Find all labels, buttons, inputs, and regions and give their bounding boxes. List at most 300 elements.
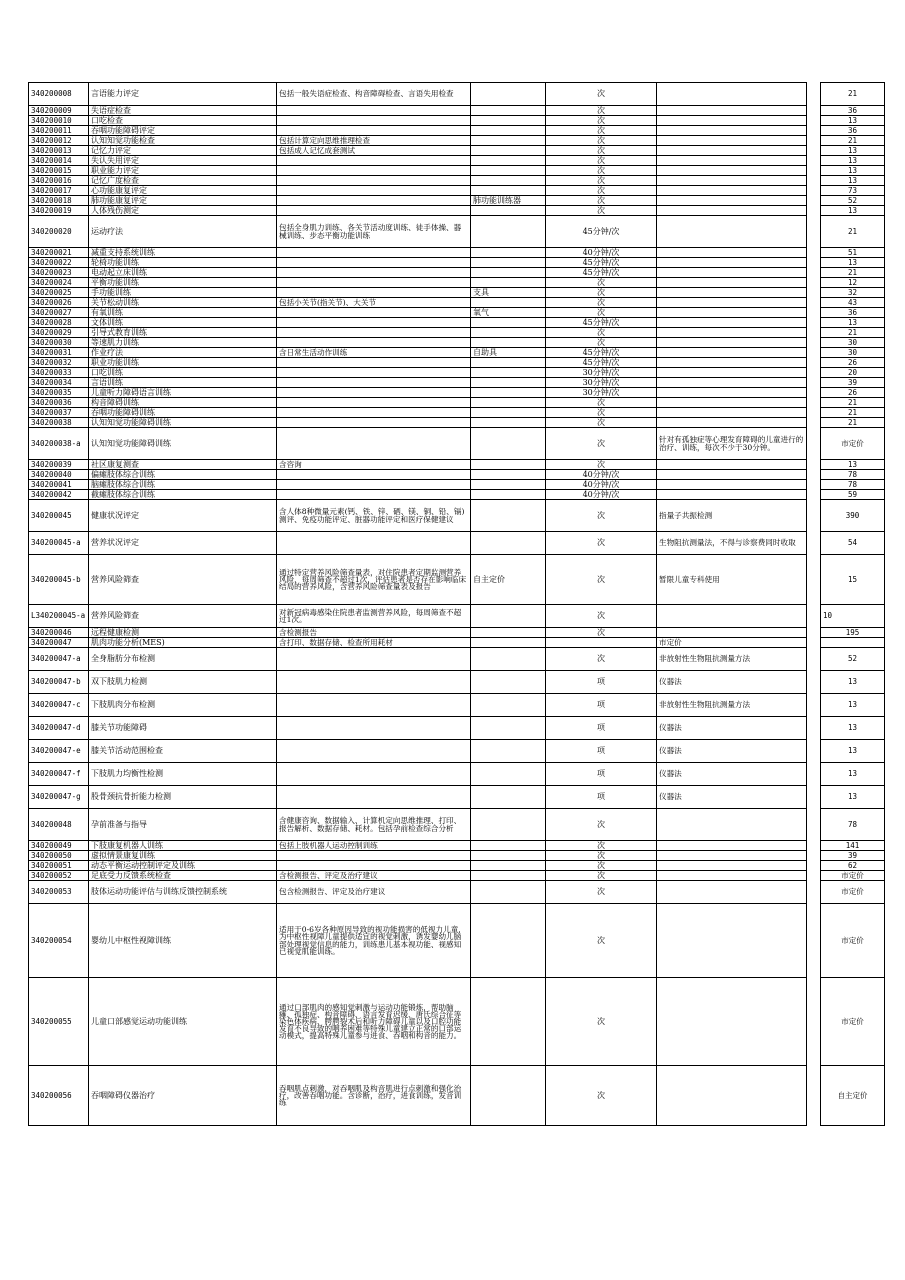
item-content-cell xyxy=(277,268,471,278)
price-cell: 13 xyxy=(821,671,885,694)
spacer-cell xyxy=(807,480,821,490)
item-name-cell: 认知知觉功能障碍训练 xyxy=(89,428,277,460)
price-cell: 73 xyxy=(821,186,885,196)
excluded-items-cell xyxy=(471,106,546,116)
item-code-cell: 340200054 xyxy=(29,904,89,978)
spacer-cell xyxy=(807,763,821,786)
price-cell: 52 xyxy=(821,196,885,206)
item-content-cell xyxy=(277,358,471,368)
item-content-cell xyxy=(277,694,471,717)
table-row xyxy=(29,106,885,116)
pricing-unit-cell: 次 xyxy=(546,298,657,308)
item-note-cell xyxy=(657,196,807,206)
price-cell: 13 xyxy=(821,717,885,740)
item-content-cell xyxy=(277,763,471,786)
table-row xyxy=(29,308,885,318)
item-name-cell: 失语症检查 xyxy=(89,106,277,116)
item-note-cell: 非放射性生物阻抗测量方法 xyxy=(657,694,807,717)
item-content-cell: 包括计算定向思维推理检查 xyxy=(277,136,471,146)
item-name-cell: 人体残伤测定 xyxy=(89,206,277,216)
table-row xyxy=(29,258,885,268)
item-content-cell xyxy=(277,470,471,480)
price-cell: 20 xyxy=(821,368,885,378)
item-note-cell xyxy=(657,116,807,126)
item-note-cell: 市定价 xyxy=(657,638,807,648)
pricing-unit-cell: 30分钟/次 xyxy=(546,368,657,378)
item-content-cell: 包含检测报告、评定及治疗建议 xyxy=(277,881,471,904)
table-row xyxy=(29,248,885,258)
item-name-cell: 孕前准备与指导 xyxy=(89,809,277,841)
price-cell: 51 xyxy=(821,248,885,258)
item-code-cell: 340200050 xyxy=(29,851,89,861)
item-code-cell: 340200047 xyxy=(29,638,89,648)
excluded-items-cell xyxy=(471,671,546,694)
spacer-cell xyxy=(807,694,821,717)
pricing-unit-cell: 40分钟/次 xyxy=(546,480,657,490)
pricing-unit-cell: 次 xyxy=(546,871,657,881)
item-code-cell: 340200040 xyxy=(29,470,89,480)
item-content-cell xyxy=(277,156,471,166)
pricing-unit-cell: 次 xyxy=(546,176,657,186)
price-cell: 市定价 xyxy=(821,904,885,978)
item-note-cell xyxy=(657,348,807,358)
excluded-items-cell xyxy=(471,116,546,126)
excluded-items-cell xyxy=(471,418,546,428)
item-code-cell: 340200036 xyxy=(29,398,89,408)
price-cell: 13 xyxy=(821,146,885,156)
item-content-cell xyxy=(277,418,471,428)
spacer-cell xyxy=(807,809,821,841)
spacer-cell xyxy=(807,555,821,605)
table-row xyxy=(29,1066,885,1126)
price-cell: 54 xyxy=(821,532,885,555)
item-note-cell xyxy=(657,358,807,368)
table-row xyxy=(29,176,885,186)
item-code-cell: 340200052 xyxy=(29,871,89,881)
item-note-cell xyxy=(657,881,807,904)
excluded-items-cell: 氧气 xyxy=(471,308,546,318)
item-note-cell xyxy=(657,83,807,106)
item-name-cell: 肺功能康复评定 xyxy=(89,196,277,206)
pricing-unit-cell: 次 xyxy=(546,328,657,338)
pricing-unit-cell: 次 xyxy=(546,398,657,408)
item-note-cell xyxy=(657,328,807,338)
table-row xyxy=(29,851,885,861)
item-content-cell: 含健康咨询、数据输入、计算机定向思维推理、打印、报告解析、数据存储、耗材。包括孕前检查综合分析 xyxy=(277,809,471,841)
price-cell: 21 xyxy=(821,398,885,408)
excluded-items-cell: 自助具 xyxy=(471,348,546,358)
price-cell: 59 xyxy=(821,490,885,500)
item-code-cell: 340200047-a xyxy=(29,648,89,671)
item-code-cell: 340200045-a xyxy=(29,532,89,555)
item-name-cell: 足底受力反馈系统检查 xyxy=(89,871,277,881)
pricing-unit-cell: 次 xyxy=(546,196,657,206)
price-cell: 13 xyxy=(821,740,885,763)
item-content-cell xyxy=(277,851,471,861)
spacer-cell xyxy=(807,358,821,368)
item-code-cell: 340200038-a xyxy=(29,428,89,460)
price-cell: 13 xyxy=(821,318,885,328)
item-name-cell: 健康状况评定 xyxy=(89,500,277,532)
item-code-cell: 340200047-g xyxy=(29,786,89,809)
table-row xyxy=(29,605,885,628)
pricing-unit-cell: 次 xyxy=(546,628,657,638)
item-code-cell: 340200039 xyxy=(29,460,89,470)
item-code-cell: 340200045-b xyxy=(29,555,89,605)
item-content-cell: 吞咽肌点刺激，对吞咽肌及构音肌进行点刺激和强化治疗，改善吞咽功能。含诊断，治疗，进食训练，发音训练 xyxy=(277,1066,471,1126)
item-content-cell: 含日常生活动作训练 xyxy=(277,348,471,358)
item-note-cell xyxy=(657,298,807,308)
item-code-cell: 340200008 xyxy=(29,83,89,106)
pricing-unit-cell xyxy=(546,638,657,648)
item-note-cell xyxy=(657,861,807,871)
spacer-cell xyxy=(807,851,821,861)
table-row xyxy=(29,328,885,338)
fee-schedule-table xyxy=(28,82,885,1126)
table-row xyxy=(29,418,885,428)
spacer-cell xyxy=(807,470,821,480)
excluded-items-cell xyxy=(471,470,546,480)
item-content-cell: 包括一般失语症检查、构音障碍检查、言语失用检查 xyxy=(277,83,471,106)
spacer-cell xyxy=(807,904,821,978)
excluded-items-cell xyxy=(471,176,546,186)
price-cell: 13 xyxy=(821,176,885,186)
item-content-cell: 包括上肢机器人运动控制训练 xyxy=(277,841,471,851)
excluded-items-cell xyxy=(471,328,546,338)
spacer-cell xyxy=(807,1066,821,1126)
item-note-cell xyxy=(657,841,807,851)
item-code-cell: 340200018 xyxy=(29,196,89,206)
price-cell: 78 xyxy=(821,809,885,841)
price-cell: 市定价 xyxy=(821,428,885,460)
excluded-items-cell xyxy=(471,500,546,532)
spacer-cell xyxy=(807,978,821,1066)
pricing-unit-cell: 30分钟/次 xyxy=(546,378,657,388)
spacer-cell xyxy=(807,500,821,532)
excluded-items-cell xyxy=(471,156,546,166)
table-row xyxy=(29,216,885,248)
pricing-unit-cell: 45分钟/次 xyxy=(546,348,657,358)
table-row xyxy=(29,871,885,881)
excluded-items-cell xyxy=(471,1066,546,1126)
pricing-unit-cell: 次 xyxy=(546,288,657,298)
item-content-cell xyxy=(277,717,471,740)
item-code-cell: 340200027 xyxy=(29,308,89,318)
price-cell: 30 xyxy=(821,338,885,348)
price-cell: 13 xyxy=(821,156,885,166)
item-note-cell xyxy=(657,146,807,156)
item-note-cell xyxy=(657,308,807,318)
item-name-cell: 言语能力评定 xyxy=(89,83,277,106)
item-name-cell: 轮椅功能训练 xyxy=(89,258,277,268)
item-content-cell: 包括小关节(指关节)、大关节 xyxy=(277,298,471,308)
table-row xyxy=(29,146,885,156)
item-note-cell: 仪器法 xyxy=(657,786,807,809)
item-note-cell: 生物阻抗测量法，不得与诊察费同时收取 xyxy=(657,532,807,555)
excluded-items-cell xyxy=(471,278,546,288)
excluded-items-cell xyxy=(471,605,546,628)
price-cell: 13 xyxy=(821,786,885,809)
pricing-unit-cell: 次 xyxy=(546,308,657,318)
table-row xyxy=(29,116,885,126)
pricing-unit-cell: 项 xyxy=(546,763,657,786)
excluded-items-cell xyxy=(471,146,546,156)
item-note-cell xyxy=(657,186,807,196)
item-code-cell: 340200021 xyxy=(29,248,89,258)
item-content-cell xyxy=(277,786,471,809)
spacer-cell xyxy=(807,146,821,156)
item-name-cell: 失认失用评定 xyxy=(89,156,277,166)
excluded-items-cell xyxy=(471,136,546,146)
pricing-unit-cell: 次 xyxy=(546,166,657,176)
item-note-cell xyxy=(657,126,807,136)
price-cell: 21 xyxy=(821,408,885,418)
excluded-items-cell xyxy=(471,717,546,740)
item-note-cell: 仪器法 xyxy=(657,717,807,740)
item-name-cell: 认知知觉功能障碍训练 xyxy=(89,418,277,428)
item-note-cell xyxy=(657,388,807,398)
item-content-cell: 包括成人记忆成套测试 xyxy=(277,146,471,156)
table-row xyxy=(29,288,885,298)
spacer-cell xyxy=(807,861,821,871)
pricing-unit-cell: 次 xyxy=(546,1066,657,1126)
table-row xyxy=(29,83,885,106)
spacer-cell xyxy=(807,428,821,460)
item-name-cell: 认知知觉功能检查 xyxy=(89,136,277,146)
spacer-cell xyxy=(807,378,821,388)
price-cell: 390 xyxy=(821,500,885,532)
price-cell: 市定价 xyxy=(821,871,885,881)
pricing-unit-cell: 次 xyxy=(546,156,657,166)
price-cell: 195 xyxy=(821,628,885,638)
excluded-items-cell xyxy=(471,480,546,490)
spacer-cell xyxy=(807,638,821,648)
item-content-cell xyxy=(277,328,471,338)
price-cell: 21 xyxy=(821,268,885,278)
table-row xyxy=(29,186,885,196)
pricing-unit-cell: 项 xyxy=(546,740,657,763)
item-code-cell: 340200035 xyxy=(29,388,89,398)
item-content-cell xyxy=(277,480,471,490)
spacer-cell xyxy=(807,278,821,288)
table-row xyxy=(29,298,885,308)
spacer-cell xyxy=(807,318,821,328)
item-name-cell: 有氧训练 xyxy=(89,308,277,318)
price-cell: 141 xyxy=(821,841,885,851)
pricing-unit-cell: 次 xyxy=(546,978,657,1066)
item-note-cell xyxy=(657,368,807,378)
excluded-items-cell xyxy=(471,398,546,408)
spacer-cell xyxy=(807,328,821,338)
excluded-items-cell xyxy=(471,871,546,881)
spacer-cell xyxy=(807,248,821,258)
item-code-cell: 340200031 xyxy=(29,348,89,358)
item-code-cell: 340200030 xyxy=(29,338,89,348)
spacer-cell xyxy=(807,258,821,268)
spacer-cell xyxy=(807,388,821,398)
pricing-unit-cell: 项 xyxy=(546,717,657,740)
item-name-cell: 职业功能训练 xyxy=(89,358,277,368)
spacer-cell xyxy=(807,126,821,136)
spacer-cell xyxy=(807,871,821,881)
pricing-unit-cell: 次 xyxy=(546,146,657,156)
pricing-unit-cell: 40分钟/次 xyxy=(546,490,657,500)
price-cell: 26 xyxy=(821,358,885,368)
price-cell: 21 xyxy=(821,328,885,338)
item-name-cell: 下肢肌力均衡性检测 xyxy=(89,763,277,786)
item-name-cell: 脑瘫肢体综合训练 xyxy=(89,480,277,490)
item-content-cell xyxy=(277,388,471,398)
item-content-cell xyxy=(277,258,471,268)
item-note-cell xyxy=(657,216,807,248)
spacer-cell xyxy=(807,196,821,206)
pricing-unit-cell: 次 xyxy=(546,881,657,904)
pricing-unit-cell: 次 xyxy=(546,408,657,418)
pricing-unit-cell: 次 xyxy=(546,460,657,470)
item-note-cell xyxy=(657,268,807,278)
item-content-cell xyxy=(277,186,471,196)
excluded-items-cell xyxy=(471,126,546,136)
spacer-cell xyxy=(807,216,821,248)
pricing-unit-cell: 次 xyxy=(546,500,657,532)
table-row xyxy=(29,648,885,671)
table-row xyxy=(29,126,885,136)
fee-schedule-sheet xyxy=(28,82,885,1126)
item-name-cell: 虚拟情景康复训练 xyxy=(89,851,277,861)
item-note-cell xyxy=(657,851,807,861)
pricing-unit-cell: 30分钟/次 xyxy=(546,388,657,398)
excluded-items-cell xyxy=(471,638,546,648)
table-row xyxy=(29,717,885,740)
spacer-cell xyxy=(807,106,821,116)
item-name-cell: 儿童听力障碍语言训练 xyxy=(89,388,277,398)
item-note-cell xyxy=(657,904,807,978)
item-note-cell xyxy=(657,470,807,480)
item-note-cell xyxy=(657,248,807,258)
excluded-items-cell xyxy=(471,258,546,268)
item-note-cell xyxy=(657,460,807,470)
price-cell: 43 xyxy=(821,298,885,308)
item-code-cell: 340200045 xyxy=(29,500,89,532)
excluded-items-cell xyxy=(471,268,546,278)
item-code-cell: 340200047-b xyxy=(29,671,89,694)
price-cell: 13 xyxy=(821,763,885,786)
item-note-cell: 非放射性生物阻抗测量方法 xyxy=(657,648,807,671)
item-content-cell xyxy=(277,278,471,288)
item-name-cell: 双下肢肌力检测 xyxy=(89,671,277,694)
pricing-unit-cell: 次 xyxy=(546,278,657,288)
excluded-items-cell xyxy=(471,83,546,106)
item-code-cell: 340200053 xyxy=(29,881,89,904)
item-content-cell xyxy=(277,126,471,136)
pricing-unit-cell: 次 xyxy=(546,136,657,146)
item-content-cell xyxy=(277,648,471,671)
item-name-cell: 关节松动训练 xyxy=(89,298,277,308)
price-cell: 12 xyxy=(821,278,885,288)
price-cell: 62 xyxy=(821,861,885,871)
item-code-cell: 340200009 xyxy=(29,106,89,116)
item-name-cell: 运动疗法 xyxy=(89,216,277,248)
spacer-cell xyxy=(807,368,821,378)
item-note-cell xyxy=(657,378,807,388)
item-note-cell: 针对有孤独症等心理发育障碍的儿童进行的治疗、训练，每次不少于30分钟。 xyxy=(657,428,807,460)
pricing-unit-cell: 40分钟/次 xyxy=(546,248,657,258)
price-cell: 13 xyxy=(821,116,885,126)
spacer-cell xyxy=(807,605,821,628)
price-cell: 78 xyxy=(821,470,885,480)
item-name-cell: 构音障碍训练 xyxy=(89,398,277,408)
item-content-cell xyxy=(277,176,471,186)
table-row xyxy=(29,278,885,288)
item-note-cell xyxy=(657,258,807,268)
item-note-cell xyxy=(657,106,807,116)
item-content-cell xyxy=(277,740,471,763)
item-code-cell: 340200049 xyxy=(29,841,89,851)
price-cell: 78 xyxy=(821,480,885,490)
item-code-cell: 340200013 xyxy=(29,146,89,156)
item-code-cell: 340200046 xyxy=(29,628,89,638)
price-cell: 13 xyxy=(821,460,885,470)
item-name-cell: 记忆广度检查 xyxy=(89,176,277,186)
table-row xyxy=(29,428,885,460)
pricing-unit-cell: 次 xyxy=(546,851,657,861)
item-name-cell: 吞咽功能障碍训练 xyxy=(89,408,277,418)
table-row xyxy=(29,318,885,328)
item-note-cell xyxy=(657,398,807,408)
item-code-cell: 340200047-e xyxy=(29,740,89,763)
item-name-cell: 下肢肌肉分布检测 xyxy=(89,694,277,717)
item-name-cell: 口吃检查 xyxy=(89,116,277,126)
spacer-cell xyxy=(807,186,821,196)
excluded-items-cell xyxy=(471,881,546,904)
spacer-cell xyxy=(807,740,821,763)
excluded-items-cell xyxy=(471,694,546,717)
item-code-cell: 340200033 xyxy=(29,368,89,378)
item-content-cell xyxy=(277,288,471,298)
item-name-cell: 动态平衡运动控制评定及训练 xyxy=(89,861,277,871)
excluded-items-cell xyxy=(471,248,546,258)
item-content-cell xyxy=(277,408,471,418)
excluded-items-cell xyxy=(471,206,546,216)
price-cell: 32 xyxy=(821,288,885,298)
table-row xyxy=(29,388,885,398)
spacer-cell xyxy=(807,268,821,278)
price-cell: 26 xyxy=(821,388,885,398)
item-content-cell xyxy=(277,196,471,206)
pricing-unit-cell: 次 xyxy=(546,83,657,106)
pricing-unit-cell: 次 xyxy=(546,126,657,136)
table-row xyxy=(29,156,885,166)
item-name-cell: 营养风险筛查 xyxy=(89,555,277,605)
table-row xyxy=(29,555,885,605)
price-cell: 30 xyxy=(821,348,885,358)
pricing-unit-cell: 次 xyxy=(546,106,657,116)
table-row xyxy=(29,338,885,348)
item-name-cell: 记忆力评定 xyxy=(89,146,277,156)
price-cell: 市定价 xyxy=(821,881,885,904)
item-code-cell: 340200051 xyxy=(29,861,89,871)
item-note-cell xyxy=(657,628,807,638)
excluded-items-cell xyxy=(471,978,546,1066)
spacer-cell xyxy=(807,841,821,851)
spacer-cell xyxy=(807,418,821,428)
price-cell: 52 xyxy=(821,648,885,671)
excluded-items-cell xyxy=(471,490,546,500)
excluded-items-cell xyxy=(471,186,546,196)
spacer-cell xyxy=(807,176,821,186)
table-row xyxy=(29,740,885,763)
item-code-cell: 340200022 xyxy=(29,258,89,268)
